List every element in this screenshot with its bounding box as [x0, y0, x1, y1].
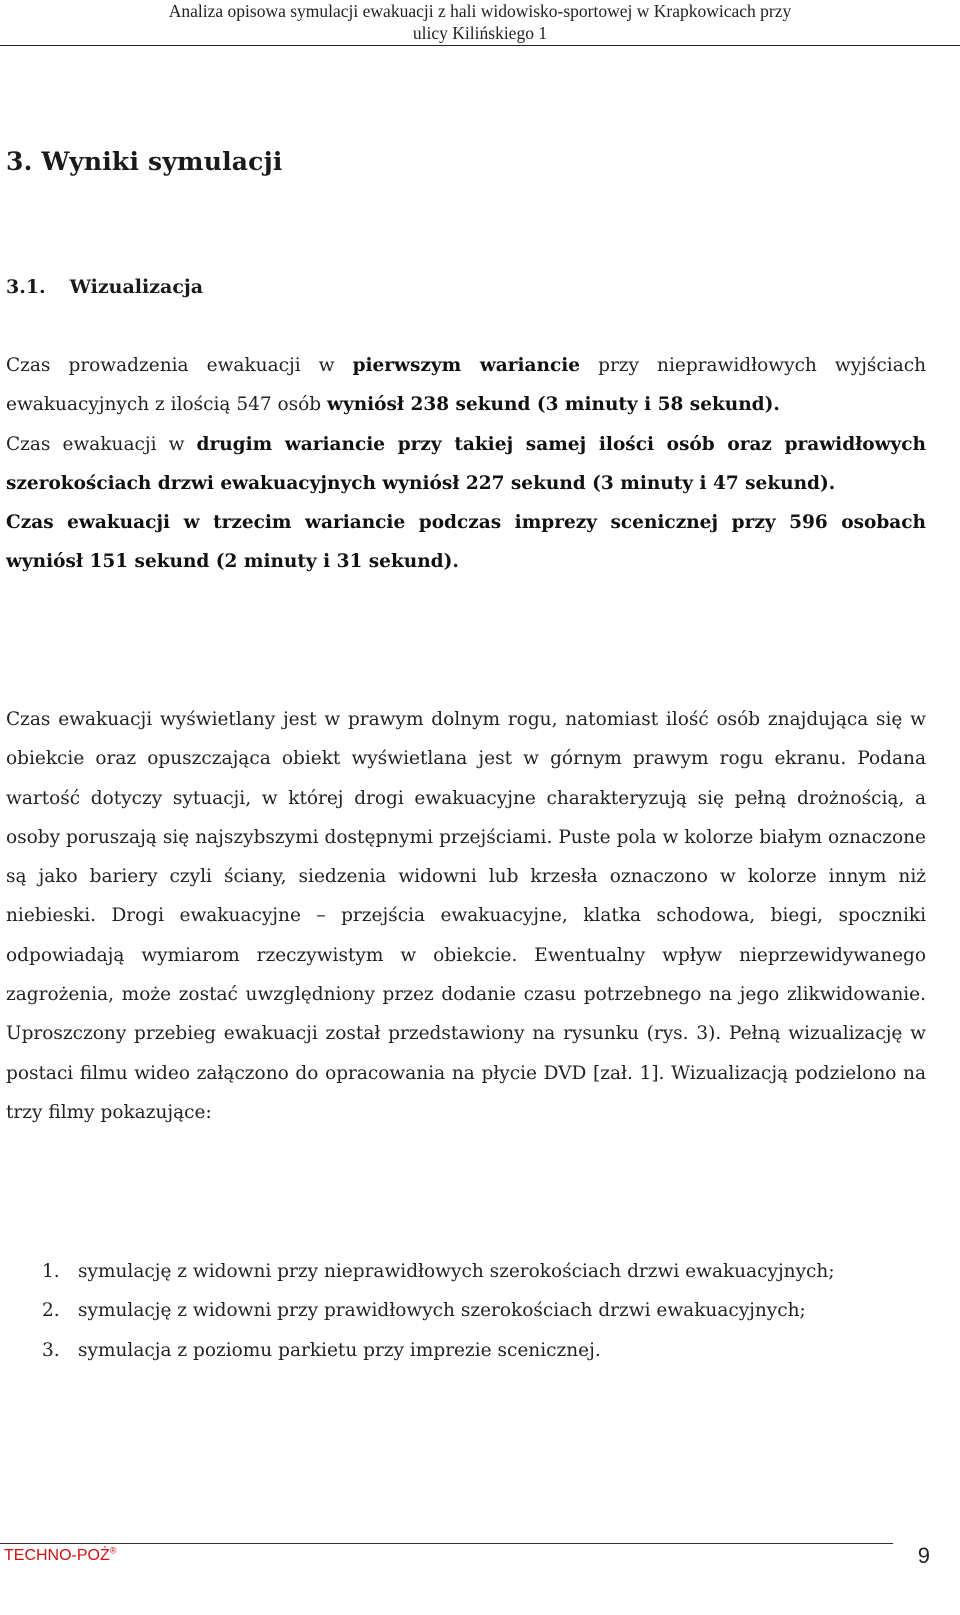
- subsection-heading: [6, 272, 203, 302]
- list-item-text: symulacja z poziomu parkietu przy imprezie scenicznej.: [78, 1339, 601, 1361]
- section-heading: [6, 142, 283, 182]
- list-item: [42, 1291, 926, 1330]
- results-bold-3: drugim wariancie przy takiej samej ilości osób oraz prawidłowych szerokościach drzwi ewakuacyjnych wyniósł 227 sekund (3 minuty i 47 sekund).: [6, 433, 926, 494]
- results-text-2: przy nieprawidłowych wyjściach ewakuacyjnych z ilością 547 osób: [6, 355, 927, 416]
- section-number: 3.: [6, 147, 33, 176]
- subsection-number: 3.1.: [6, 276, 46, 298]
- footer-company: [4, 1546, 116, 1566]
- section-title: Wyniki symulacji: [41, 147, 283, 176]
- list-item-number: 3.: [42, 1339, 60, 1361]
- list-item-number: 2.: [42, 1300, 60, 1322]
- list-item-text: symulację z widowni przy prawidłowych szerokościach drzwi ewakuacyjnych;: [78, 1300, 806, 1322]
- results-paragraph: [6, 346, 926, 582]
- header-line-1: Analiza opisowa symulacji ewakuacji z hali widowisko-sportowej w Krapkowicach przy: [168, 1, 792, 21]
- page-header: [0, 0, 960, 46]
- film-list: [42, 1252, 926, 1370]
- page-number: 9: [917, 1543, 930, 1568]
- results-text-3: Czas ewakuacji w: [6, 433, 197, 455]
- results-bold-2: wyniósł 238 sekund (3 minuty i 58 sekund).: [327, 394, 780, 416]
- subsection-title: Wizualizacja: [69, 276, 204, 298]
- list-item: [42, 1331, 926, 1370]
- results-bold-1: pierwszym wariancie: [352, 355, 581, 376]
- header-line-2: ulicy Kilińskiego 1: [412, 23, 548, 43]
- description-paragraph: Czas ewakuacji wyświetlany jest w prawym dolnym rogu, natomiast ilość osób znajdująca się w obiekcie oraz opuszczająca obiekt wyświetlana jest w górnym prawym rogu ekranu. Podana wartość dotyczy sytuacji, w której drogi ewakuacyjne charakteryzują się pełną drożnością, a osoby poruszają się najszybszymi dostępnymi przejściami. Puste pola w kolorze białym oznaczone są jako bariery czyli ściany, siedzenia widowni lub krzesła oznaczono w kolorze innym niż niebieski. Drogi ewakuacyjne – przejścia ewakuacyjne, klatka schodowa, biegi, spoczniki odpowiadają wymiarom rzeczywistym w obiekcie. Ewentualny wpływ nieprzewidywanego zagrożenia, może zostać uwzględniony przez dodanie czasu potrzebnego na jego zlikwidowanie. Uproszczony przebieg ewakuacji został przedstawiony na rysunku (rys. 3). Pełną wizualizację w postaci filmu wideo załączono do opracowania na płycie DVD [zał. 1]. Wizualizacją podzielono na trzy filmy pokazujące:: [6, 709, 926, 1123]
- results-bold-4: Czas ewakuacji w trzecim wariancie podczas imprezy scenicznej przy 596 osobach wyniósł 151 sekund (2 minuty i 31 sekund).: [6, 512, 926, 573]
- list-item-number: 1.: [42, 1261, 60, 1282]
- registered-mark: ®: [109, 1545, 117, 1556]
- list-item-text: symulację z widowni przy nieprawidłowych szerokościach drzwi ewakuacyjnych;: [78, 1261, 835, 1282]
- footer-divider: [0, 1543, 893, 1544]
- results-text-1: Czas prowadzenia ewakuacji w: [6, 355, 353, 376]
- list-item: [42, 1252, 926, 1291]
- company-name: TECHNO-POŻ: [4, 1547, 110, 1564]
